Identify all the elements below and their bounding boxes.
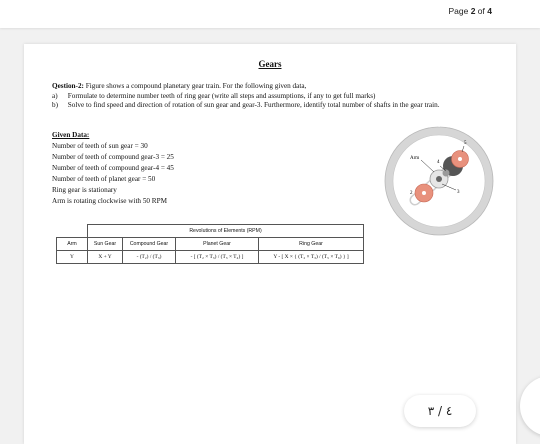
gear-label-3: 3 — [457, 190, 460, 195]
page-title: Gears — [258, 59, 282, 69]
page-indicator-arabic: ٤ / ٣ — [427, 404, 453, 418]
item-mark: b) — [52, 101, 58, 109]
given-line: Number of teeth of sun gear = 30 — [52, 142, 148, 150]
given-heading: Given Data: — [52, 131, 90, 139]
cell-planet-gear: - [ (T₂ × T₃) / (T₃ × T₄) ] — [176, 251, 259, 264]
given-line: Arm is rotating clockwise with 50 RPM — [52, 197, 167, 205]
given-data — [52, 130, 312, 207]
page-word: Page — [448, 6, 469, 16]
col-header-ring-gear: Ring Gear — [259, 238, 364, 251]
given-line: Ring gear is stationary — [52, 186, 117, 194]
col-header-arm: Arm — [57, 238, 88, 251]
item-text: Formulate to determine number teeth of ring gear (write all steps and assumptions, if any to get full marks) — [67, 91, 376, 100]
cell-sun-gear: X + Y — [88, 251, 123, 264]
cell-compound-gear: - (T₂) / (T₃) — [123, 251, 176, 264]
page-current: 2 — [470, 6, 476, 16]
revolutions-table — [56, 224, 364, 264]
question-block — [52, 82, 492, 111]
question-intro — [52, 82, 492, 92]
item-mark: a) — [52, 91, 58, 100]
gear-label-4: 4 — [437, 160, 440, 165]
cell-arm: Y — [57, 251, 88, 264]
page-indicator-top — [448, 6, 492, 16]
table-header-row — [57, 238, 364, 251]
table-caption-row — [57, 225, 364, 238]
planet-gear-left-pin — [422, 191, 426, 195]
question-item-a — [52, 91, 492, 102]
gear-label-2: 2 — [410, 191, 413, 196]
cell-ring-gear: Y - [ X × { (T₂ × T₃) / (T₅ × T₆) } ] — [259, 251, 364, 264]
col-header-sun-gear: Sun Gear — [88, 238, 123, 251]
question-item-b — [52, 101, 492, 111]
planet-gear-5-pin — [458, 157, 462, 161]
planetary-gear-diagram — [380, 122, 498, 240]
floating-action-button[interactable] — [520, 376, 540, 436]
given-line: Number of teeth of compound gear-4 = 45 — [52, 164, 174, 172]
given-line: Number of teeth of planet gear = 50 — [52, 175, 156, 183]
table-caption-spacer — [57, 225, 88, 238]
gear-label-6: 6 — [437, 124, 441, 129]
table-caption: Revolutions of Elements (RPM) — [88, 225, 364, 238]
sun-gear-shaft — [436, 176, 442, 182]
page-of: of — [477, 6, 485, 16]
arm-label: Arm — [410, 156, 420, 161]
page-navigation-button[interactable] — [404, 395, 476, 427]
item-text: Solve to find speed and direction of rotation of sun gear and gear-3. Furthermore, identify total number of shafts in the gear train. — [67, 101, 440, 109]
question-label: Qestion-2: — [52, 82, 84, 90]
question-text: Figure shows a compound planetary gear train. For the following given data, — [83, 82, 307, 90]
table-row — [57, 251, 364, 264]
document-page — [24, 44, 516, 444]
previous-page-bottom — [0, 0, 540, 28]
col-header-compound-gear: Compound Gear — [123, 238, 176, 251]
given-line: Number of teeth of compound gear-3 = 25 — [52, 153, 174, 161]
compound-gear-3 — [443, 170, 450, 177]
page-total: 4 — [487, 6, 492, 16]
gear-label-5: 5 — [464, 141, 467, 146]
col-header-planet-gear: Planet Gear — [176, 238, 259, 251]
